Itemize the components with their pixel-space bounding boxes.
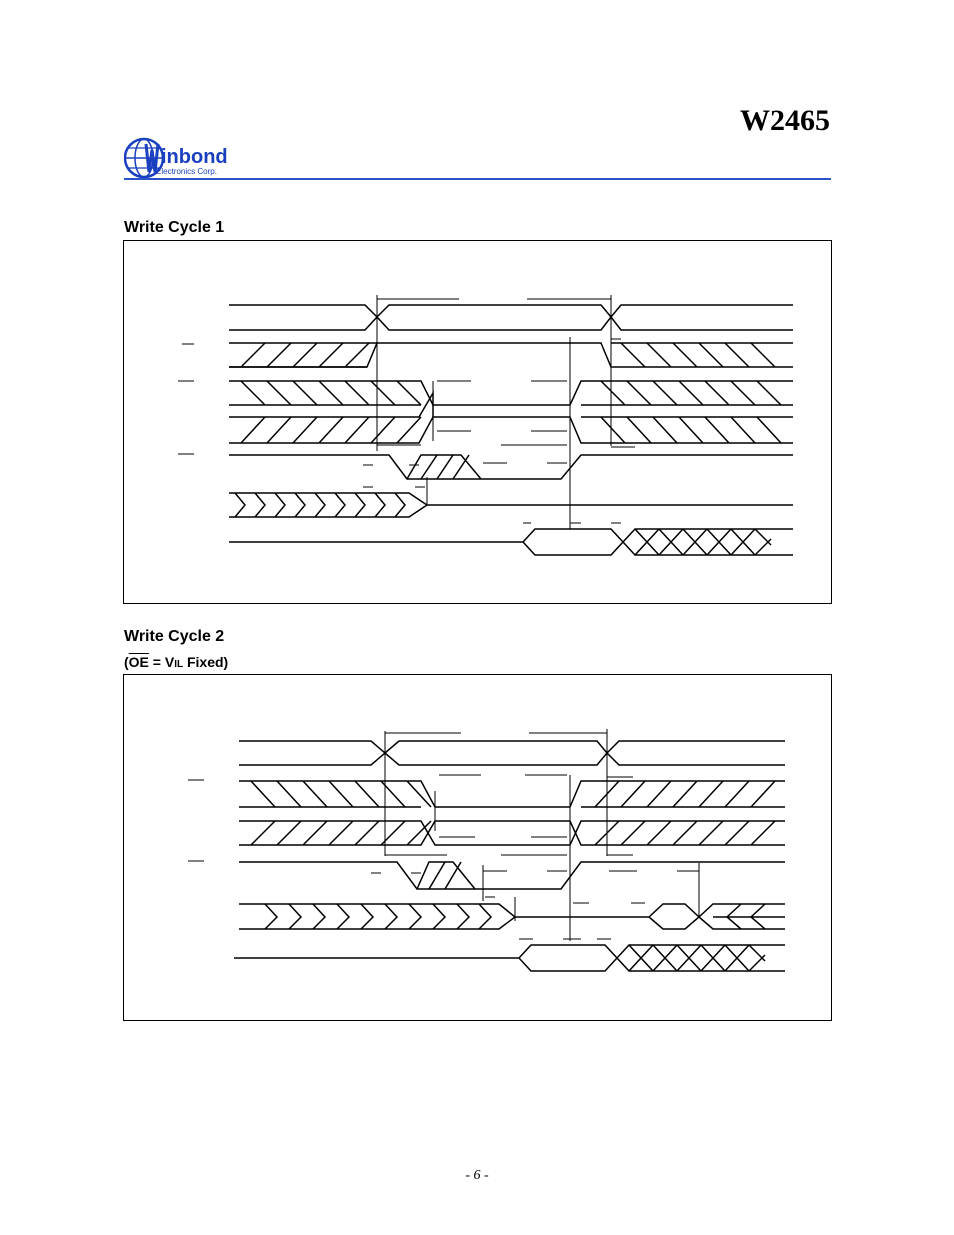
write-cycle-1-title: Write Cycle 1 — [124, 219, 225, 236]
write-cycle-2-subtitle — [124, 654, 228, 670]
din-waveform-2 — [234, 939, 785, 971]
address-waveform — [229, 295, 793, 451]
write-cycle-1-diagram — [123, 240, 832, 604]
write-cycle-2-diagram — [123, 674, 832, 1021]
cs-waveform-2 — [188, 775, 785, 807]
dout-waveform — [229, 477, 793, 517]
header-rule — [124, 178, 831, 180]
logo-wordmark: inbond — [161, 146, 228, 168]
subtitle-sub: IL — [174, 659, 184, 670]
write-cycle-2-title: Write Cycle 2 — [124, 628, 225, 645]
winbond-logo — [124, 136, 254, 180]
oe-waveform — [178, 445, 793, 479]
we-waveform — [178, 381, 793, 443]
logo-subtitle: Electronics Corp. — [156, 167, 217, 176]
oe-overline: $\overline{OE}$ — [128, 654, 149, 670]
cs-waveform — [182, 337, 793, 529]
din-waveform — [229, 523, 793, 555]
subtitle-rest: Fixed) — [183, 654, 229, 670]
address-waveform-2 — [239, 729, 785, 856]
dout-waveform-2 — [239, 897, 785, 929]
subtitle-open: ( — [124, 654, 129, 670]
part-number: W2465 — [740, 104, 830, 137]
page-number: - 6 - — [465, 1168, 489, 1183]
oe-waveform-2 — [188, 855, 785, 916]
subtitle-eq: = V — [148, 654, 175, 670]
